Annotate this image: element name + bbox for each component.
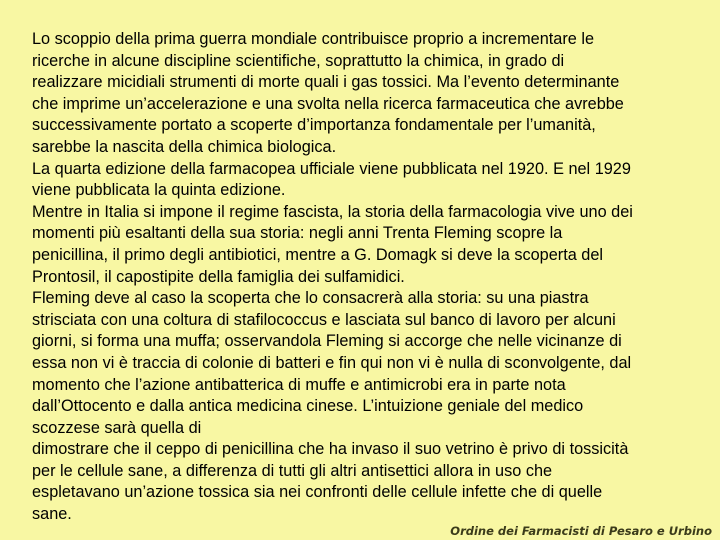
text-line: La quarta edizione della farmacopea ufficiale viene pubblicata nel 1920. E nel 1929 <box>32 159 631 178</box>
text-line: penicillina, il primo degli antibiotici, mentre a G. Domagk si deve la scoperta del <box>32 245 604 264</box>
text-line: sane. <box>32 505 72 524</box>
text-line: momento che l’azione antibatterica di muffe e antimicrobi era in parte nota <box>32 375 566 394</box>
text-line: giorni, si forma una muffa; osservandola Fleming si accorge che nelle vicinanze di <box>32 332 622 351</box>
text-line: che imprime un’accelerazione e una svolta nella ricerca farmaceutica che avrebbe <box>32 94 624 113</box>
text-line: essa non vi è traccia di colonie di batteri e fin qui non vi è nulla di sconvolgente, dal <box>32 353 632 372</box>
text-line: Fleming deve al caso la scoperta che lo consacrerà alla storia: su una piastra <box>32 289 589 308</box>
text-line: successivamente portato a scoperte d’importanza fondamentale per l’umanità, <box>32 116 596 135</box>
body-text <box>32 29 700 526</box>
text-line: realizzare micidiali strumenti di morte quali i gas tossici. Ma l’evento determinante <box>32 73 620 92</box>
text-line: sarebbe la nascita della chimica biologica. <box>32 137 337 156</box>
text-line: dimostrare che il ceppo di penicillina che ha invaso il suo vetrino è privo di tossicità <box>32 440 629 459</box>
footer-organization: Ordine dei Farmacisti di Pesaro e Urbino <box>450 524 712 538</box>
text-line: viene pubblicata la quinta edizione. <box>32 181 286 200</box>
text-line: Mentre in Italia si impone il regime fascista, la storia della farmacologia vive uno dei <box>32 202 633 221</box>
text-line: ricerche in alcune discipline scientifiche, soprattutto la chimica, in grado di <box>32 51 565 70</box>
text-line: Lo scoppio della prima guerra mondiale contribuisce proprio a incrementare le <box>32 30 595 48</box>
text-line: strisciata con una coltura di stafilococcus e lasciata sul banco di lavoro per alcuni <box>32 310 616 329</box>
text-line: dall’Ottocento e dalla antica medicina cinese. L’intuizione geniale del medico <box>32 397 584 416</box>
text-line: espletavano un’azione tossica sia nei confronti delle cellule infette che di quelle <box>32 483 603 502</box>
text-line: momenti più esaltanti della sua storia: negli anni Trenta Fleming scopre la <box>32 224 563 243</box>
text-line: per le cellule sane, a differenza di tutti gli altri antisettici allora in uso che <box>32 461 553 480</box>
text-line: Prontosil, il capostipite della famiglia dei sulfamidici. <box>32 267 405 286</box>
text-line: scozzese sarà quella di <box>32 418 202 437</box>
